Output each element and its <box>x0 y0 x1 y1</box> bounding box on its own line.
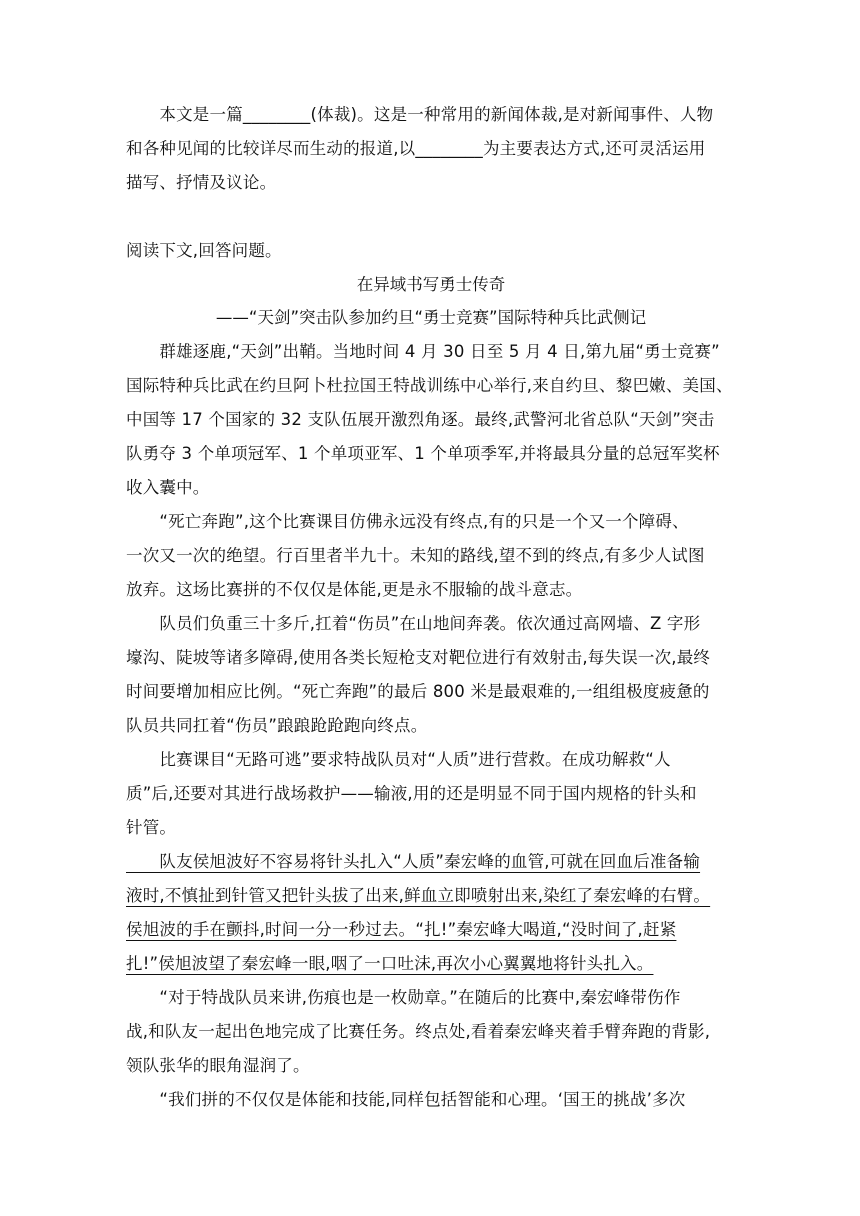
reading-instruction: 阅读下文,回答问题。 <box>126 241 282 260</box>
paragraph-6-line-2: 战,和队友一起出色地完成了比赛任务。终点处,看着秦宏峰夹着手臂奔跑的背影, <box>126 1022 711 1041</box>
paragraph-5-line-3: 侯旭波的手在颤抖,时间一分一秒过去。“扎!”秦宏峰大喝道,“没时间了,赶紧 <box>126 920 677 939</box>
intro-line-3: 描写、抒情及议论。 <box>126 173 277 192</box>
paragraph-6-line-3: 领队张华的眼角湿润了。 <box>126 1056 310 1075</box>
paragraph-4-line-3: 针管。 <box>126 818 177 837</box>
paragraph-7-line-1: “我们拼的不仅仅是体能和技能,同样包括智能和心理。‘国王的挑战’多次 <box>126 1090 686 1109</box>
paragraph-3-line-3: 时间要增加相应比例。“死亡奔跑”的最后 800 米是最艰难的,一组组极度疲惫的 <box>126 682 710 701</box>
article-title: 在异域书写勇士传奇 <box>356 275 506 294</box>
article-subtitle: ——“天剑”突击队参加约旦“勇士竞赛”国际特种兵比武侧记 <box>215 308 647 327</box>
paragraph-3-line-2: 壕沟、陡坡等诸多障碍,使用各类长短枪支对靶位进行有效射击,每失误一次,最终 <box>126 648 711 667</box>
paragraph-1-line-3: 中国等 17 个国家的 32 支队伍展开激烈角逐。最终,武警河北省总队“天剑”突击 <box>126 410 715 429</box>
paragraph-4-line-2: 质”后,还要对其进行战场救护——输液,用的还是明显不同于国内规格的针头和 <box>126 784 697 803</box>
intro-line-1: 本文是一篇________(体裁)。这是一种常用的新闻体裁,是对新闻事件、人物 <box>126 105 714 124</box>
paragraph-3-line-1: 队员们负重三十多斤,扛着“伤员”在山地间奔袭。依次通过高网墙、Z 字形 <box>126 614 701 633</box>
paragraph-5-line-4: 扎!”侯旭波望了秦宏峰一眼,咽了一口吐沫,再次小心翼翼地将针头扎入。 <box>126 954 654 973</box>
intro-line-2: 和各种见闻的比较详尽而生动的报道,以________为主要表达方式,还可灵活运用 <box>126 139 706 158</box>
paragraph-2-line-3: 放弃。这场比赛拼的不仅仅是体能,更是永不服输的战斗意志。 <box>126 580 583 599</box>
paragraph-5-line-1: 队友侯旭波好不容易将针头扎入“人质”秦宏峰的血管,可就在回血后准备输 <box>126 852 701 871</box>
paragraph-3-line-4: 队员共同扛着“伤员”踉踉跄跄跑向终点。 <box>126 716 428 735</box>
paragraph-6-line-1: “对于特战队员来讲,伤痕也是一枚勋章。”在随后的比赛中,秦宏峰带伤作 <box>126 988 681 1007</box>
paragraph-2-line-2: 一次又一次的绝望。行百里者半九十。未知的路线,望不到的终点,有多少人试图 <box>126 546 705 565</box>
paragraph-2-line-1: “死亡奔跑”,这个比赛课目仿佛永远没有终点,有的只是一个又一个障碍、 <box>126 512 689 531</box>
paragraph-1-line-1: 群雄逐鹿,“天剑”出鞘。当地时间 4 月 30 日至 5 月 4 日,第九届“勇士竞赛” <box>126 342 720 361</box>
paragraph-1-line-5: 收入囊中。 <box>126 478 210 497</box>
paragraph-4-line-1: 比赛课目“无路可逃”要求特战队员对“人质”进行营救。在成功解救“人 <box>126 750 671 769</box>
paragraph-1-line-4: 队勇夺 3 个单项冠军、1 个单项亚军、1 个单项季军,并将最具分量的总冠军奖杯 <box>126 444 720 463</box>
paragraph-5-line-2: 液时,不慎扯到针管又把针头拔了出来,鲜血立即喷射出来,染红了秦宏峰的右臂。 <box>126 886 711 905</box>
paragraph-1-line-2: 国际特种兵比武在约旦阿卜杜拉国王特战训练中心举行,来自约旦、黎巴嫩、美国、 <box>126 376 733 395</box>
